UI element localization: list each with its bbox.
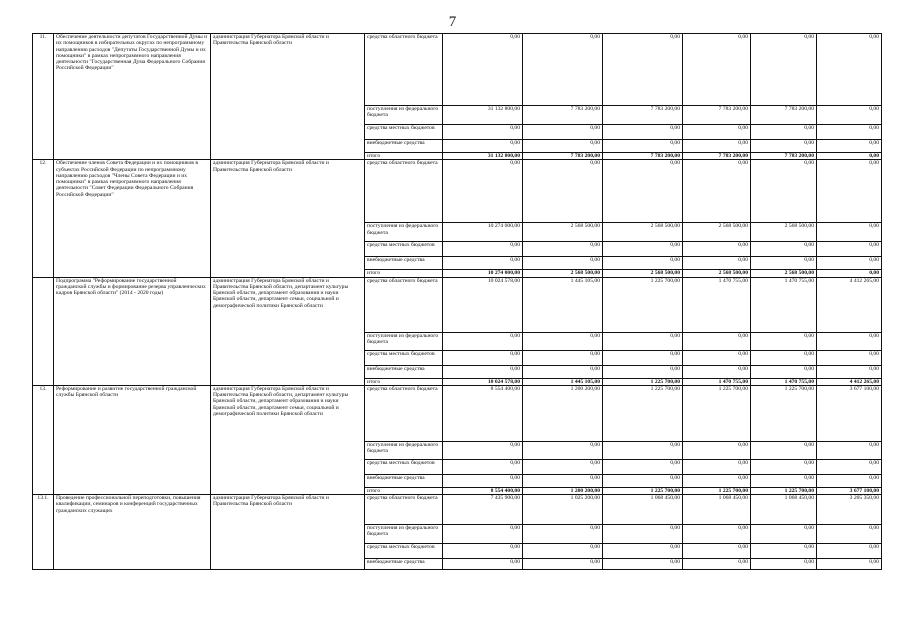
amount-cell: 0,00 <box>603 125 683 140</box>
amount-cell: 7 783 200,00 <box>603 106 683 125</box>
amount-cell: 0,00 <box>817 332 882 350</box>
amount-cell: 0,00 <box>523 459 603 474</box>
amount-cell: 0,00 <box>523 441 603 459</box>
amount-cell: 4 412 265,00 <box>817 277 882 332</box>
amount-cell: 2 568 500,00 <box>683 270 751 277</box>
row-number: 13. <box>33 385 54 494</box>
funding-source: средства местных бюджетов <box>365 242 443 257</box>
funding-source: средства местных бюджетов <box>365 459 443 474</box>
amount-cell: 0,00 <box>817 365 882 378</box>
executor: администрация Губернатора Брянской области и Правительства Брянской области <box>211 495 365 570</box>
amount-cell: 0,00 <box>523 365 603 378</box>
amount-cell: 0,00 <box>751 257 817 270</box>
amount-cell: 8 554 400,00 <box>443 385 523 441</box>
funding-source: средства областного бюджета <box>365 160 443 223</box>
amount-cell: 1 200 200,00 <box>523 385 603 441</box>
funding-source: средства местных бюджетов <box>365 350 443 365</box>
amount-cell: 0,00 <box>523 474 603 487</box>
amount-cell: 0,00 <box>817 223 882 242</box>
amount-cell: 0,00 <box>443 242 523 257</box>
amount-cell: 0,00 <box>523 559 603 570</box>
amount-cell: 0,00 <box>443 525 523 544</box>
row-number: 11. <box>33 34 54 160</box>
amount-cell: 0,00 <box>817 140 882 153</box>
funding-source: средства областного бюджета <box>365 495 443 525</box>
amount-cell: 0,00 <box>523 34 603 106</box>
amount-cell: 1 200 200,00 <box>523 487 603 494</box>
funding-source: итого <box>365 487 443 494</box>
amount-cell: 1 470 755,00 <box>751 378 817 385</box>
amount-cell: 2 568 500,00 <box>523 223 603 242</box>
amount-cell: 0,00 <box>683 441 751 459</box>
amount-cell: 0,00 <box>683 459 751 474</box>
amount-cell: 3 205 350,00 <box>817 495 882 525</box>
amount-cell: 0,00 <box>751 525 817 544</box>
amount-cell: 0,00 <box>603 332 683 350</box>
funding-source: итого <box>365 378 443 385</box>
amount-cell: 0,00 <box>523 332 603 350</box>
amount-cell: 10 274 000,00 <box>443 270 523 277</box>
amount-cell: 0,00 <box>683 365 751 378</box>
amount-cell: 0,00 <box>603 525 683 544</box>
amount-cell: 0,00 <box>603 257 683 270</box>
table-row <box>33 495 882 525</box>
amount-cell: 0,00 <box>817 270 882 277</box>
amount-cell: 2 568 500,00 <box>751 223 817 242</box>
amount-cell: 0,00 <box>751 160 817 223</box>
amount-cell: 0,00 <box>443 257 523 270</box>
amount-cell: 7 783 200,00 <box>683 106 751 125</box>
amount-cell: 2 568 500,00 <box>603 270 683 277</box>
funding-source: средства местных бюджетов <box>365 544 443 559</box>
amount-cell: 0,00 <box>751 459 817 474</box>
amount-cell: 0,00 <box>683 350 751 365</box>
amount-cell: 0,00 <box>817 106 882 125</box>
amount-cell: 0,00 <box>603 365 683 378</box>
amount-cell: 0,00 <box>603 350 683 365</box>
amount-cell: 0,00 <box>443 125 523 140</box>
measure-name: Обеспечение деятельности депутатов Государственной Думы и их помощников в избирательных округах по непрограммному направлению расходов "Депутаты Государственной Думы и их помощники" в рамках непрограммного направления деятельности "Государственная Дума Федерального Собрания Российской Федерации" <box>54 34 211 160</box>
amount-cell: 1 470 755,00 <box>683 378 751 385</box>
funding-source: средства местных бюджетов <box>365 125 443 140</box>
amount-cell: 0,00 <box>817 125 882 140</box>
funding-source: итого <box>365 270 443 277</box>
amount-cell: 1 225 700,00 <box>751 487 817 494</box>
amount-cell: 0,00 <box>751 332 817 350</box>
amount-cell: 1 225 700,00 <box>683 385 751 441</box>
amount-cell: 0,00 <box>523 160 603 223</box>
amount-cell: 1 025 200,00 <box>523 495 603 525</box>
amount-cell: 0,00 <box>751 559 817 570</box>
amount-cell: 0,00 <box>683 332 751 350</box>
amount-cell: 0,00 <box>523 242 603 257</box>
amount-cell: 0,00 <box>683 34 751 106</box>
amount-cell: 7 783 200,00 <box>683 153 751 160</box>
amount-cell: 0,00 <box>523 125 603 140</box>
amount-cell: 1 445 105,00 <box>523 378 603 385</box>
amount-cell: 0,00 <box>603 544 683 559</box>
amount-cell: 0,00 <box>603 140 683 153</box>
amount-cell: 0,00 <box>751 125 817 140</box>
row-number: 12. <box>33 160 54 277</box>
amount-cell: 0,00 <box>443 140 523 153</box>
amount-cell: 7 783 200,00 <box>751 106 817 125</box>
amount-cell: 1 470 755,00 <box>683 277 751 332</box>
amount-cell: 0,00 <box>443 474 523 487</box>
amount-cell: 0,00 <box>443 559 523 570</box>
amount-cell: 0,00 <box>603 242 683 257</box>
amount-cell: 0,00 <box>603 441 683 459</box>
amount-cell: 0,00 <box>443 34 523 106</box>
amount-cell: 2 568 500,00 <box>751 270 817 277</box>
page-number: 7 <box>448 14 457 30</box>
amount-cell: 0,00 <box>683 474 751 487</box>
amount-cell: 3 677 100,00 <box>817 487 882 494</box>
amount-cell: 0,00 <box>603 160 683 223</box>
amount-cell: 0,00 <box>817 350 882 365</box>
amount-cell: 0,00 <box>817 160 882 223</box>
amount-cell: 1 068 450,00 <box>683 495 751 525</box>
amount-cell: 0,00 <box>817 525 882 544</box>
amount-cell: 10 024 578,00 <box>443 277 523 332</box>
amount-cell: 0,00 <box>751 474 817 487</box>
budget-table <box>32 33 882 570</box>
funding-source: поступления из федерального бюджета <box>365 332 443 350</box>
amount-cell: 0,00 <box>603 34 683 106</box>
amount-cell: 0,00 <box>817 441 882 459</box>
amount-cell: 31 132 800,00 <box>443 153 523 160</box>
amount-cell: 7 783 200,00 <box>523 106 603 125</box>
amount-cell: 0,00 <box>443 441 523 459</box>
measure-name: Реформирование и развитие государственной гражданской службы Брянской области <box>54 385 211 494</box>
amount-cell: 7 783 200,00 <box>751 153 817 160</box>
funding-source: поступления из федерального бюджета <box>365 525 443 544</box>
amount-cell: 0,00 <box>817 34 882 106</box>
amount-cell: 4 412 265,00 <box>817 378 882 385</box>
amount-cell: 1 225 700,00 <box>603 378 683 385</box>
amount-cell: 0,00 <box>443 350 523 365</box>
amount-cell: 0,00 <box>683 525 751 544</box>
amount-cell: 10 024 578,00 <box>443 378 523 385</box>
row-number: 13.1. <box>33 495 54 570</box>
amount-cell: 7 435 900,00 <box>443 495 523 525</box>
amount-cell: 1 225 700,00 <box>683 487 751 494</box>
amount-cell: 3 677 100,00 <box>817 385 882 441</box>
amount-cell: 0,00 <box>523 544 603 559</box>
amount-cell: 0,00 <box>683 544 751 559</box>
measure-name: Проведение профессиональной переподготовки, повышения квалификации, семинаров и конференций государственных гражданских служащих <box>54 495 211 570</box>
amount-cell: 0,00 <box>443 459 523 474</box>
amount-cell: 0,00 <box>817 559 882 570</box>
amount-cell: 0,00 <box>817 257 882 270</box>
amount-cell: 0,00 <box>683 257 751 270</box>
amount-cell: 0,00 <box>683 140 751 153</box>
amount-cell: 1 470 755,00 <box>751 277 817 332</box>
executor: администрация Губернатора Брянской области и Правительства Брянской области, департамент культуры Брянской области, департамент образования и науки Брянской области, департамент семьи, социальной и демографической политики Брянской области <box>211 385 365 494</box>
funding-source: внебюджетные средства <box>365 140 443 153</box>
amount-cell: 0,00 <box>817 544 882 559</box>
amount-cell: 0,00 <box>817 459 882 474</box>
table-row <box>33 160 882 223</box>
row-number <box>33 277 54 385</box>
amount-cell: 0,00 <box>751 140 817 153</box>
amount-cell: 0,00 <box>523 257 603 270</box>
amount-cell: 0,00 <box>683 160 751 223</box>
amount-cell: 1 225 700,00 <box>751 385 817 441</box>
amount-cell: 0,00 <box>817 242 882 257</box>
amount-cell: 7 783 200,00 <box>603 153 683 160</box>
amount-cell: 0,00 <box>603 459 683 474</box>
amount-cell: 0,00 <box>751 242 817 257</box>
amount-cell: 7 783 200,00 <box>523 153 603 160</box>
amount-cell: 0,00 <box>523 140 603 153</box>
executor: администрация Губернатора Брянской области и Правительства Брянской области <box>211 160 365 277</box>
amount-cell: 0,00 <box>443 332 523 350</box>
amount-cell: 31 132 800,00 <box>443 106 523 125</box>
amount-cell: 0,00 <box>751 365 817 378</box>
funding-source: поступления из федерального бюджета <box>365 441 443 459</box>
executor: администрация Губернатора Брянской области и Правительства Брянской области <box>211 34 365 160</box>
table-row <box>33 277 882 332</box>
amount-cell: 0,00 <box>443 160 523 223</box>
funding-source: внебюджетные средства <box>365 559 443 570</box>
amount-cell: 2 568 500,00 <box>683 223 751 242</box>
executor: администрация Губернатора Брянской области и Правительства Брянской области, департамент культуры Брянской области, департамент образования и науки Брянской области, департамент семьи, социальной и демографической политики Брянской области <box>211 277 365 385</box>
amount-cell: 1 445 105,00 <box>523 277 603 332</box>
funding-source: поступления из федерального бюджета <box>365 106 443 125</box>
amount-cell: 0,00 <box>751 441 817 459</box>
measure-name: Подпрограмма "Реформирование государственной гражданской службы и формирование резерва управленческих кадров Брянской области" (2014 - 2020 годы) <box>54 277 211 385</box>
amount-cell: 0,00 <box>443 365 523 378</box>
amount-cell: 0,00 <box>751 350 817 365</box>
measure-name: Обеспечение членов Совета Федерации и их помощников в субъектах Российской Федерации по непрограммному направлению расходов "Члены Совета Федерации и их помощники" в рамках непрограммного направления деятельности "Совет Федерации Федерального Собрания Российской Федерации" <box>54 160 211 277</box>
funding-source: итого <box>365 153 443 160</box>
table-row <box>33 34 882 106</box>
amount-cell: 8 554 400,00 <box>443 487 523 494</box>
amount-cell: 0,00 <box>751 34 817 106</box>
amount-cell: 0,00 <box>817 153 882 160</box>
amount-cell: 1 225 700,00 <box>603 385 683 441</box>
funding-source: внебюджетные средства <box>365 474 443 487</box>
amount-cell: 0,00 <box>751 544 817 559</box>
amount-cell: 0,00 <box>523 350 603 365</box>
amount-cell: 0,00 <box>603 474 683 487</box>
amount-cell: 0,00 <box>443 544 523 559</box>
amount-cell: 2 568 500,00 <box>603 223 683 242</box>
amount-cell: 10 274 000,00 <box>443 223 523 242</box>
funding-source: внебюджетные средства <box>365 365 443 378</box>
table-row <box>33 385 882 441</box>
funding-source: средства областного бюджета <box>365 277 443 332</box>
amount-cell: 0,00 <box>683 242 751 257</box>
amount-cell: 2 568 500,00 <box>523 270 603 277</box>
amount-cell: 1 068 450,00 <box>751 495 817 525</box>
amount-cell: 1 068 450,00 <box>603 495 683 525</box>
funding-source: поступления из федерального бюджета <box>365 223 443 242</box>
amount-cell: 0,00 <box>683 559 751 570</box>
amount-cell: 1 225 700,00 <box>603 487 683 494</box>
amount-cell: 0,00 <box>683 125 751 140</box>
funding-source: средства областного бюджета <box>365 385 443 441</box>
amount-cell: 0,00 <box>817 474 882 487</box>
amount-cell: 1 225 700,00 <box>603 277 683 332</box>
funding-source: внебюджетные средства <box>365 257 443 270</box>
amount-cell: 0,00 <box>603 559 683 570</box>
funding-source: средства областного бюджета <box>365 34 443 106</box>
amount-cell: 0,00 <box>523 525 603 544</box>
